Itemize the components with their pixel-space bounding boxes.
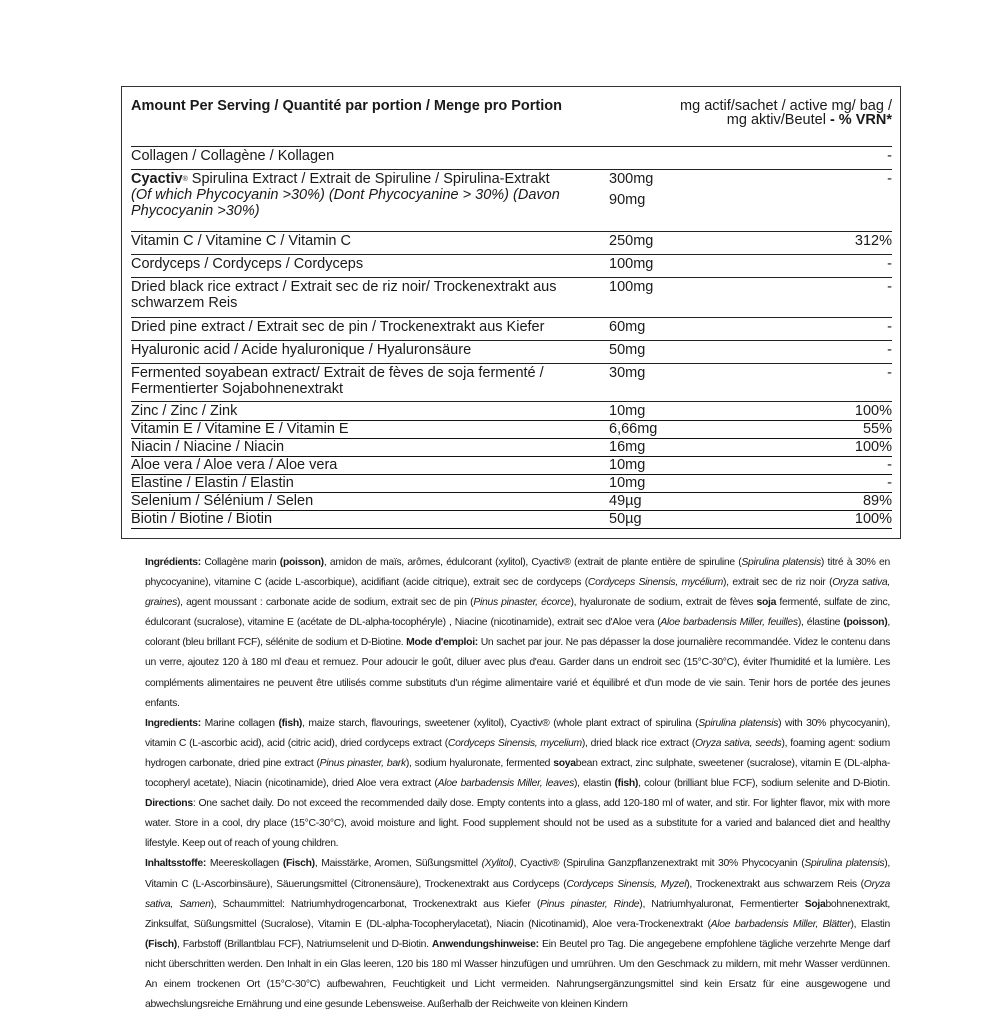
nutrient-name: Dried pine extract / Extrait sec de pin / Trockenextrakt aus Kiefer [131,319,545,335]
nutrient-amount: 16mg [609,439,646,455]
nutrient-vrn: - [887,256,892,272]
registered-mark: ® [182,176,188,183]
latin-name: Cordyceps Sinensis, mycelium [447,737,582,749]
latin-name: Pinus pinaster, écorce [473,597,571,609]
nutrient-amount: 10mg [609,457,646,473]
table-row [131,279,892,318]
nutrient-amount: 10mg [609,403,646,419]
phycocyanin-amount: 90mg [609,192,646,208]
label-directions-de: Anwendungshinweise: [431,938,539,950]
latin-name: Aloe barbadensis Miller, Blätter [710,918,851,930]
nutrient-amount: 6,66mg [609,421,658,437]
nutrient-name: Biotin / Biotine / Biotin [131,511,273,527]
latin-name: Aloe barbadensis Miller, leaves [437,778,574,790]
text-segment: bohnenextrakt, Zinksulfat, Süßungsmittel (Sucralose), Vitamin E (DL-alpha-Tocopherylacetat), Niacin (Nicotinamid), Aloe vera-Trockenextrakt ( [145,898,890,930]
nutrient-vrn: - [887,171,892,187]
table-row [131,233,892,255]
text-segment: , maize starch, flavourings, sweetener (xylitol), Cyactiv® (whole plant extract of spirulina ( [302,717,699,729]
text-segment: ), extrait sec de riz noir ( [723,577,833,589]
header-active-mg [672,99,892,127]
text-segment: ) titré à 30% en phycocyanine), vitamine C (acide L-ascorbique), acidifiant (acide citrique), extrait sec de cordyceps ( [145,557,890,589]
text-segment: ), Natriumhyaluronat, Fermentierter [639,898,805,910]
table-row [131,511,892,529]
text-segment: ), foaming agent: sodium hydrogen carbonate, dried pine extract ( [145,737,890,769]
nutrient-vrn: 312% [854,233,892,249]
nutrient-vrn: - [887,319,892,335]
table-row [131,171,892,232]
nutrient-vrn: 100% [854,511,892,527]
latin-name: Cordyceps Sinensis, Myzel [566,878,687,890]
table-row [131,342,892,364]
nutrient-amount: 250mg [609,233,654,249]
label-directions-fr: Mode d'emploi: [406,637,478,649]
nutrient-vrn: - [887,365,892,381]
ingredients-de [145,854,890,1015]
ingredients-text [145,553,890,1015]
spirulina-name: Spirulina Extract / Extrait de Spiruline / Spirulina-Extrakt [187,171,550,187]
text-segment: ), Schaummittel: Natriumhydrogencarbonat, Trockenextrakt aus Kiefer ( [210,898,541,910]
latin-name: Spirulina platensis [698,717,779,729]
header-active-mg-text: mg actif/sachet / active mg/ bag / mg aktiv/Beutel [680,98,892,128]
text-segment: ), Elastin [850,918,890,930]
nutrient-amount: 10mg [609,475,646,491]
table-row [131,403,892,421]
nutrient-amount: 100mg [609,256,654,272]
nutrient-vrn: - [887,279,892,295]
latin-name: (Xylitol) [481,858,514,870]
allergen: (poisson) [843,617,888,629]
cyactiv-brand: Cyactiv [131,171,183,187]
text-segment: ), dried black rice extract ( [581,737,695,749]
latin-name: Oryza sativa, graines [145,577,890,609]
text-segment: ), sodium hyaluronate, fermented [405,757,554,769]
text-segment: , colorant (bleu brillant FCF), sélénite de sodium et D-Biotine. [145,617,890,649]
table-row [131,365,892,402]
nutrient-vrn: 89% [862,493,892,509]
table-header-row [131,99,892,147]
label-directions-en: Directions [145,798,193,810]
latin-name: Oryza sativa, Samen [145,878,891,910]
table-row [131,148,892,170]
text-segment: , Farbstoff (Brillantblau FCF), Natriumselenit und D-Biotin. [176,938,432,950]
text-segment: : One sachet daily. Do not exceed the recommended daily dose. Empty contents into a glass, add 120-180 ml of water, and stir. For lighter flavor, mix with more water. Store in a cool, dry place (15°C-30°C), avoid moisture and light. Food supplement should not be used as a substitute for a varied and balanced diet and healthy lifestyle. Keep out of reach of young children. [145,798,890,850]
nutrient-vrn: 55% [862,421,892,437]
nutrient-amount [609,171,653,208]
latin-name: Cordyceps Sinensis, mycélium [587,577,724,589]
text-segment: , amidon de maïs, arômes, édulcorant (xylitol), Cyactiv® (extrait de plante entière de spiruline ( [323,557,742,568]
latin-name: Spirulina platensis [804,858,885,870]
latin-name: Aloe barbadensis Miller, feuilles [660,617,798,629]
latin-name: Oryza sativa, seeds [694,737,782,749]
table-row [131,493,892,511]
text-segment: fermenté, sulfate de zinc, édulcorant (sucralose), vitamine E (acétate de DL-alpha-tocophéryle) , Niacine (nicotinamide), extrait sec d'Aloe vera ( [145,597,890,629]
nutrient-vrn: - [887,475,892,491]
nutrient-name: Elastine / Elastin / Elastin [131,475,294,491]
ingredients-en [145,714,890,855]
nutrient-name: Vitamin E / Vitamine E / Vitamin E [131,421,349,437]
text-segment: ), Trockenextrakt aus schwarzem Reis ( [686,878,864,890]
text-segment: , Cyactiv® (Spirulina Ganzpflanzenextrakt mit 30% Phycocyanin ( [513,858,805,870]
text-segment: Meereskollagen [206,858,283,870]
nutrient-vrn: 100% [854,439,892,455]
nutrient-name: Zinc / Zinc / Zink [131,403,238,419]
nutrient-name: Collagen / Collagène / Kollagen [131,148,335,164]
nutrient-name: Hyaluronic acid / Acide hyaluronique / Hyaluronsäure [131,342,472,358]
allergen: (Fisch) [145,938,177,950]
text-segment: Marine collagen [200,717,279,729]
text-segment: , Maisstärke, Aromen, Süßungsmittel [314,858,482,870]
nutrient-amount: 50mg [609,342,646,358]
nutrient-name: Cordyceps / Cordyceps / Cordyceps [131,256,364,272]
text-segment: Collagène marin [200,557,280,568]
nutrition-table [121,86,901,539]
text-segment: Ein Beutel pro Tag. Die angegebene empfohlene tägliche verzehrte Menge darf nicht überschritten werden. Den Inhalt in ein Glas leeren, 120 bis 180 ml Wasser hinzufügen und umrühren. Um den Geschmack zu mildern, mit mehr Wasser verdünnen. An einem trockenen Ort (15°C-30°C) aufbewahren, Feuchtigkeit und Licht vermeiden. Nahrungsergänzungsmittel sind kein Ersatz für eine ausgewogene und abwechslungsreiche Ernährung und eine gesunde Lebensweise. Außerhalb der Reichweite von kleinen Kindern [145,938,891,1011]
header-amount-per-serving: Amount Per Serving / Quantité par portion / Menge pro Portion [131,98,562,114]
allergen: (Fisch) [282,858,315,870]
text-segment: ), elastin [573,778,615,790]
text-segment: ), élastine [797,617,844,629]
allergen: Soja [804,898,826,910]
ingredients-fr [145,553,890,714]
nutrient-name: Fermented soyabean extract/ Extrait de fèves de soja fermenté / Fermentierter Sojabohnenextrakt [131,365,544,397]
phycocyanin-subtext: (Of which Phycocyanin >30%) (Dont Phycocyanine > 30%) (Davon Phycocyanin >30%) [131,187,560,219]
nutrient-name: Selenium / Sélénium / Selen [131,493,314,509]
allergen: soya [553,757,576,769]
text-segment: ), hyaluronate de sodium, extrait de fèves [570,597,757,609]
allergen: soja [756,597,777,609]
nutrient-vrn: 100% [854,403,892,419]
text-segment: ), Vitamin C (L-Ascorbinsäure), Säuerungsmittel (Citronensäure), Trockenextrakt aus Cordyceps ( [145,858,890,890]
table-row [131,457,892,475]
label-ingredients-fr: Ingrédients: [145,557,201,568]
table-row [131,439,892,457]
nutrient-name: Aloe vera / Aloe vera / Aloe vera [131,457,338,473]
table-row [131,421,892,439]
nutrient-amount: 60mg [609,319,646,335]
label-ingredients-de: Inhaltsstoffe: [145,858,207,870]
table-row [131,319,892,341]
latin-name: Spirulina platensis [741,557,821,568]
text-segment: Un sachet par jour. Ne pas dépasser la dose journalière recommandée. Videz le contenu dans un verre, ajoutez 120 à 180 ml d'eau et remuez. Pour adoucir le goût, diluer avec plus d'eau. Garder dans un endroit sec (15°C-30°C), éviter l'humidité et la lumière. Les compléments alimentaires ne peuvent être utilisés comme substituts d'un régime alimentaire varié et équilibré et d'un mode de vie sain. Tenir hors de portée des jeunes enfants. [145,637,890,709]
header-vrn: - % VRN* [829,112,892,128]
latin-name: Pinus pinaster, Rinde [540,898,640,910]
nutrient-name: Vitamin C / Vitamine C / Vitamin C [131,233,351,249]
text-segment: ), agent moussant : carbonate acide de sodium, extrait sec de pin ( [176,597,474,609]
latin-name: Pinus pinaster, bark [319,757,406,769]
text-segment: , colour (brilliant blue FCF), sodium selenite and D-Biotin. [638,778,891,790]
table-row [131,475,892,493]
nutrient-vrn: - [887,342,892,358]
nutrient-name: Dried black rice extract / Extrait sec de riz noir/ Trockenextrakt aus schwarzem Reis [131,279,557,311]
nutrient-amount: 100mg [609,279,654,295]
nutrient-amount: 49µg [609,493,642,509]
allergen: (fish) [278,717,303,729]
text-segment: bean extract, zinc sulphate, sweetener (sucralose), vitamin E (DL-alpha-tocopheryl acetate), Niacin (nicotinamide), dried Aloe vera extract ( [145,757,890,790]
label-ingredients-en: Ingredients: [145,717,201,729]
text-segment: ) with 30% phycocyanin), vitamin C (L-ascorbic acid), acid (citric acid), dried cordyceps extract ( [145,717,890,749]
spirulina-amount: 300mg [609,171,654,187]
nutrient-amount: 30mg [609,365,646,381]
allergen: (fish) [614,778,639,790]
table-row [131,256,892,278]
nutrient-vrn: - [887,148,892,164]
allergen: (poisson) [279,557,324,568]
nutrient-name: Niacin / Niacine / Niacin [131,439,285,455]
nutrient-vrn: - [887,457,892,473]
nutrient-amount: 50µg [609,511,642,527]
nutrient-name [131,171,601,219]
